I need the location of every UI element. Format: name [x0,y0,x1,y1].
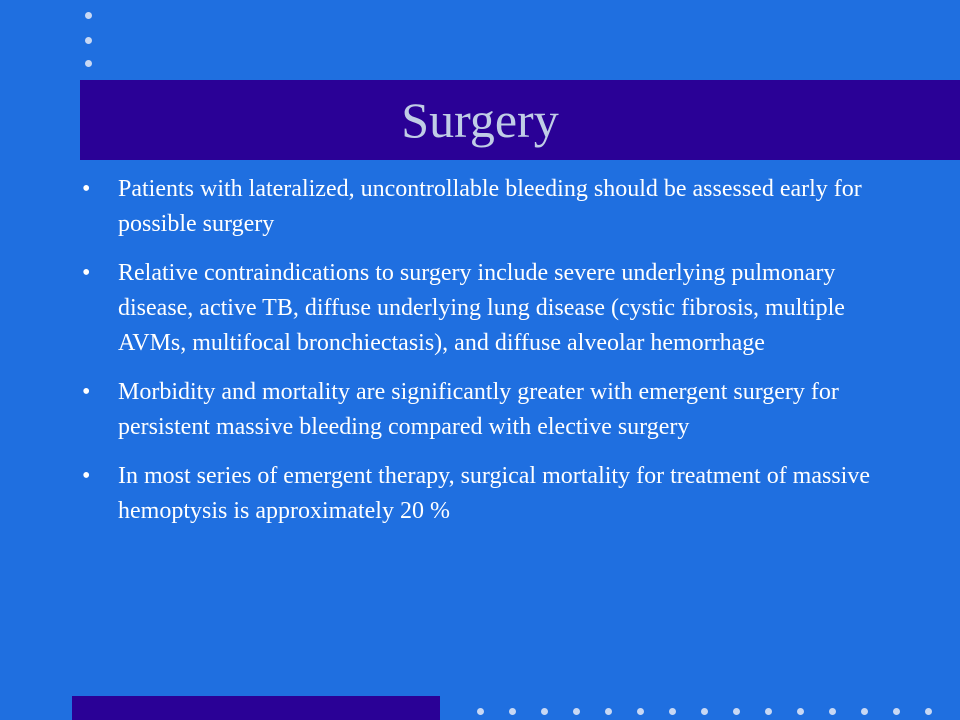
bullet-item [82,375,872,445]
dot [669,708,676,715]
dot [765,708,772,715]
dot [509,708,516,715]
dot [605,708,612,715]
bullet-icon: • [82,260,91,286]
bullet-text: Relative contraindications to surgery include severe underlying pulmonary disease, active TB, diffuse underlying lung disease (cystic fibrosis, multiple AVMs, multifocal bronchiectasis), and diffuse alveolar hemorrhage [118,260,845,356]
dot [861,708,868,715]
bullet-text: In most series of emergent therapy, surgical mortality for treatment of massive hemoptysis is approximately 20 % [118,463,871,524]
dot [925,708,932,715]
dot [85,12,92,19]
bullet-icon: • [82,463,91,489]
dot [477,708,484,715]
dot [893,708,900,715]
decorative-dots-bottom [0,708,960,718]
dot [573,708,580,715]
dot [701,708,708,715]
bullet-icon: • [82,176,91,202]
bullet-item [82,172,872,242]
dot [733,708,740,715]
slide-title: Surgery [401,92,559,148]
bullet-text: Patients with lateralized, uncontrollable bleeding should be assessed early for possible surgery [118,176,862,237]
dot [637,708,644,715]
bullet-list [82,172,872,543]
bullet-icon: • [82,379,91,405]
dot [85,60,92,67]
dot [541,708,548,715]
bullet-item [82,459,872,529]
dot [85,37,92,44]
bullet-text: Morbidity and mortality are significantly greater with emergent surgery for persistent massive bleeding compared with elective surgery [118,379,839,440]
bullet-item [82,256,872,361]
dot [829,708,836,715]
dot [797,708,804,715]
